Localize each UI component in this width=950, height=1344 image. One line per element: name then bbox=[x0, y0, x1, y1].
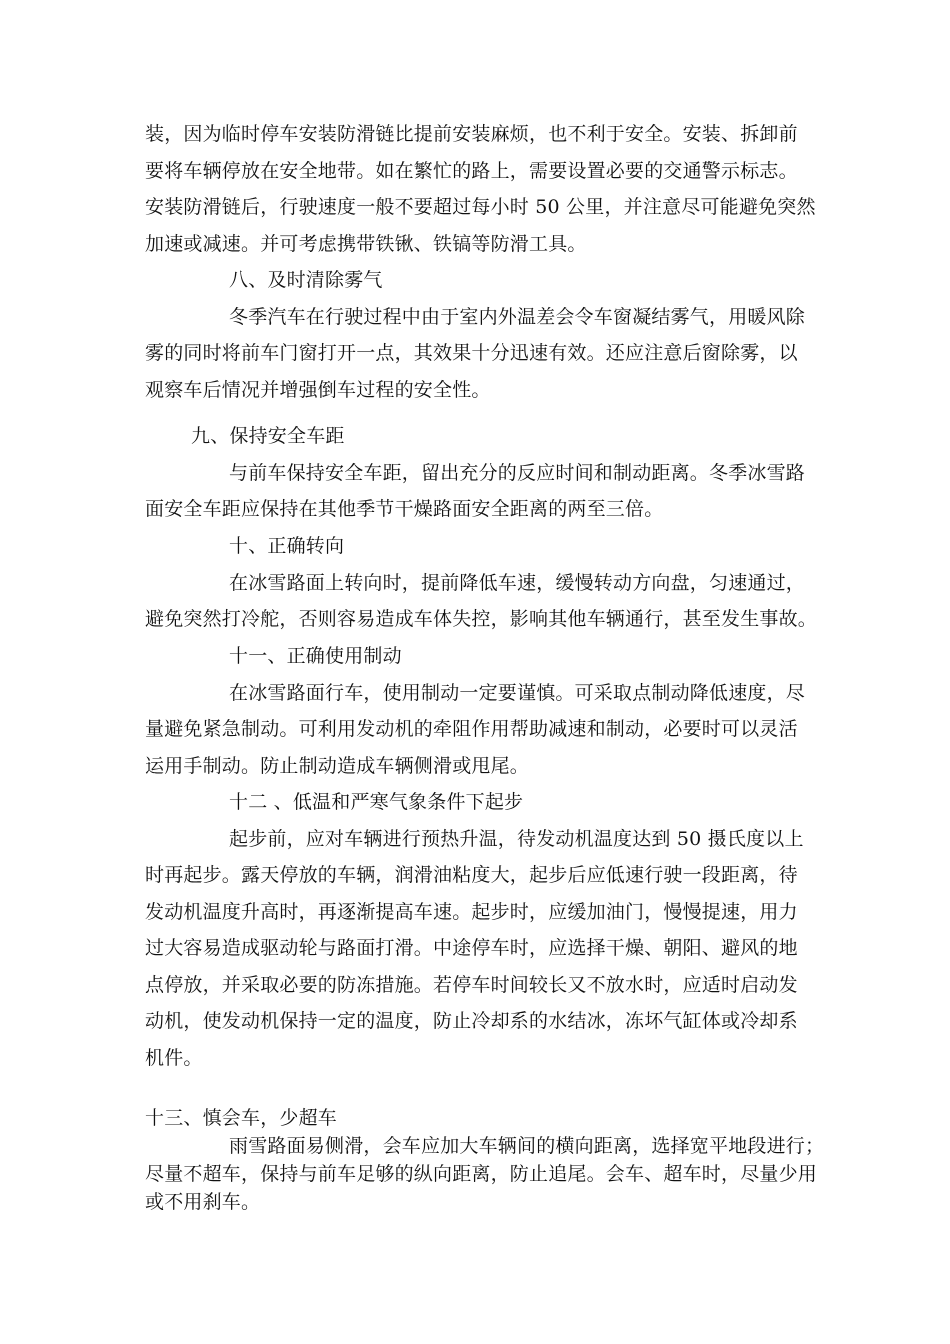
paragraph-line: 观察车后情况并增强倒车过程的安全性。 bbox=[145, 378, 491, 401]
paragraph-line: 过大容易造成驱动轮与路面打滑。中途停车时，应选择干燥、朝阳、避风的地 bbox=[145, 937, 798, 959]
paragraph-line: 发动机温度升高时，再逐渐提高车速。起步时，应缓加油门，慢慢提速，用力 bbox=[145, 900, 798, 923]
intro-line: 装，因为临时停车安装防滑链比提前安装麻烦，也不利于安全。安装、拆卸前 bbox=[145, 123, 798, 145]
paragraph-line: 或不用刹车。 bbox=[145, 1191, 261, 1213]
paragraph-line: 量避免紧急制动。可利用发动机的牵阻作用帮助减速和制动，必要时可以灵活 bbox=[145, 718, 798, 740]
section-heading: 十三、慎会车，少超车 bbox=[145, 1107, 338, 1129]
paragraph-line: 起步前，应对车辆进行预热升温，待发动机温度达到 50 摄氏度以上 bbox=[229, 827, 804, 850]
paragraph-line: 雨雪路面易侧滑，会车应加大车辆间的横向距离，选择宽平地段进行； bbox=[229, 1135, 825, 1157]
intro-line: 加速或减速。并可考虑携带铁锹、铁镐等防滑工具。 bbox=[145, 232, 587, 255]
section-8 bbox=[145, 262, 805, 408]
paragraph-line: 在冰雪路面上转向时，提前降低车速，缓慢转动方向盘，匀速通过， bbox=[229, 571, 806, 594]
paragraph-line: 点停放，并采取必要的防冻措施。若停车时间较长又不放水时，应适时启动发 bbox=[145, 973, 798, 996]
intro-line: 要将车辆停放在安全地带。如在繁忙的路上，需要设置必要的交通警示标志。 bbox=[145, 159, 798, 182]
paragraph-line: 避免突然打冷舵，否则容易造成车体失控，影响其他车辆通行，甚至发生事故。 bbox=[145, 608, 818, 630]
section-13 bbox=[145, 1104, 825, 1216]
section-heading: 十二 、低温和严寒气象条件下起步 bbox=[229, 791, 524, 813]
paragraph-line: 机件。 bbox=[145, 1046, 203, 1069]
section-9 bbox=[145, 418, 805, 528]
section-heading: 九、保持安全车距 bbox=[191, 425, 345, 447]
paragraph-line: 动机，使发动机保持一定的温度，防止冷却系的水结冰，冻坏气缸体或冷却系 bbox=[145, 1010, 798, 1032]
paragraph-line: 雾的同时将前车门窗打开一点，其效果十分迅速有效。还应注意后窗除雾，以 bbox=[145, 342, 798, 364]
paragraph-line: 时再起步。露天停放的车辆，润滑油粘度大，起步后应低速行驶一段距离，待 bbox=[145, 864, 798, 886]
paragraph-line: 尽量不超车，保持与前车足够的纵向距离，防止追尾。会车、超车时，尽量少用 bbox=[145, 1163, 818, 1185]
intro-paragraph bbox=[145, 116, 816, 262]
intro-line: 安装防滑链后，行驶速度一般不要超过每小时 50 公里，并注意尽可能避免突然 bbox=[145, 196, 816, 218]
section-11 bbox=[145, 638, 805, 784]
section-heading: 十、正确转向 bbox=[229, 535, 345, 557]
paragraph-line: 在冰雪路面行车，使用制动一定要谨慎。可采取点制动降低速度，尽 bbox=[229, 681, 806, 704]
section-10 bbox=[145, 528, 818, 638]
paragraph-line: 面安全车距应保持在其他季节干燥路面安全距离的两至三倍。 bbox=[145, 498, 664, 520]
paragraph-line: 冬季汽车在行驶过程中由于室内外温差会令车窗凝结雾气，用暖风除 bbox=[229, 305, 806, 328]
section-heading: 八、及时清除雾气 bbox=[229, 269, 383, 291]
paragraph-line: 与前车保持安全车距，留出充分的反应时间和制动距离。冬季冰雪路 bbox=[229, 461, 806, 484]
section-heading: 十一、正确使用制动 bbox=[229, 645, 402, 667]
paragraph-line: 运用手制动。防止制动造成车辆侧滑或甩尾。 bbox=[145, 754, 530, 777]
section-12 bbox=[145, 784, 805, 1076]
